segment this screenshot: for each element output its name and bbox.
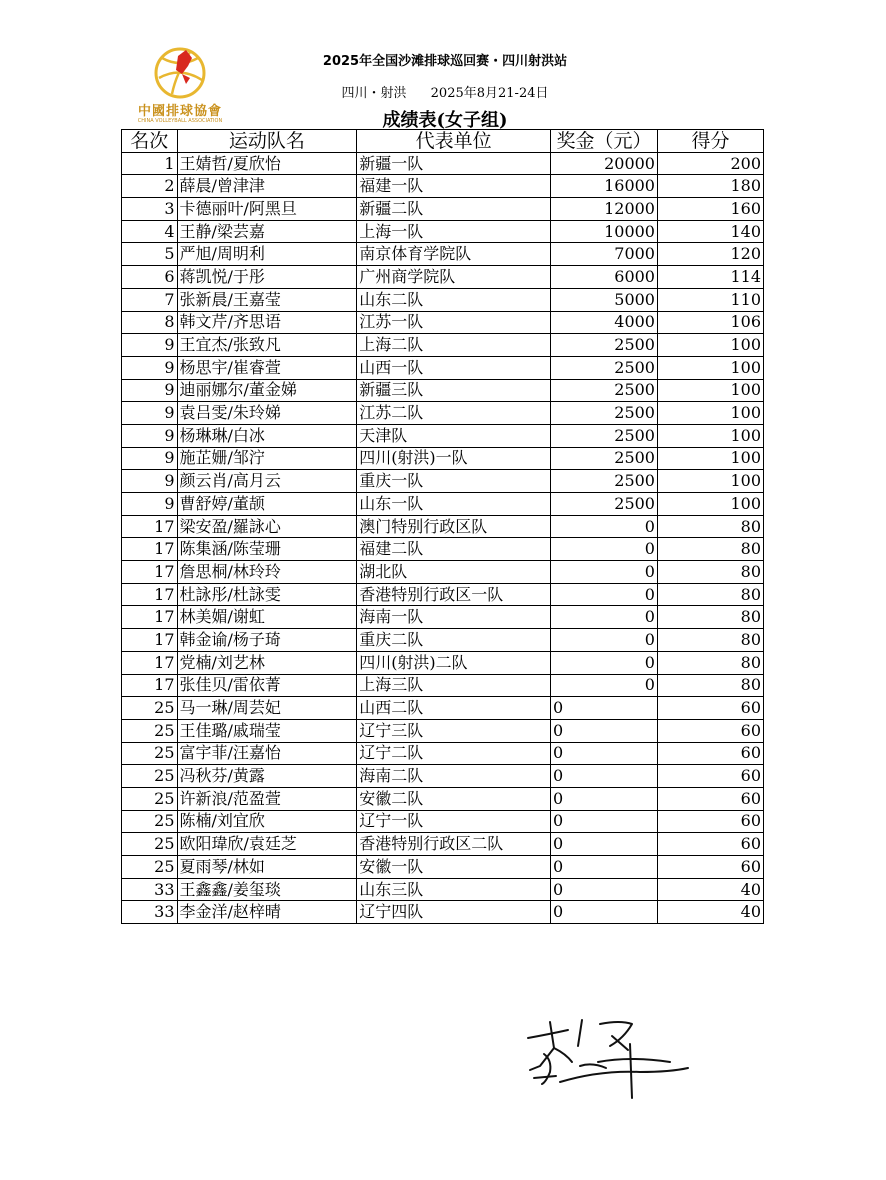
cell-team: 严旭/周明利: [177, 243, 357, 266]
cell-score: 110: [657, 288, 763, 311]
cell-team: 马一琳/周芸妃: [177, 697, 357, 720]
table-row: [122, 493, 764, 516]
cell-team: 卡德丽叶/阿黑旦: [177, 198, 357, 221]
cell-prize: 0: [550, 606, 657, 629]
cell-unit: 辽宁一队: [357, 810, 551, 833]
column-header-prize: 奖金（元）: [550, 130, 657, 153]
cell-score: 80: [657, 606, 763, 629]
cell-team: 杨琳琳/白冰: [177, 424, 357, 447]
cell-unit: 江苏一队: [357, 311, 551, 334]
cell-score: 80: [657, 515, 763, 538]
cell-team: 富宇菲/汪嘉怡: [177, 742, 357, 765]
cell-score: 140: [657, 220, 763, 243]
cell-unit: 山东三队: [357, 878, 551, 901]
cell-prize: 0: [550, 538, 657, 561]
cell-prize: 16000: [550, 175, 657, 198]
table-row: [122, 856, 764, 879]
cell-team: 薛晨/曾津津: [177, 175, 357, 198]
cell-team: 林美媚/谢虹: [177, 606, 357, 629]
cell-score: 80: [657, 651, 763, 674]
cell-rank: 33: [122, 878, 178, 901]
cell-team: 夏雨琴/林如: [177, 856, 357, 879]
cell-rank: 17: [122, 651, 178, 674]
cell-rank: 1: [122, 152, 178, 175]
cell-rank: 25: [122, 856, 178, 879]
cell-prize: 5000: [550, 288, 657, 311]
cell-team: 王鑫鑫/姜玺琰: [177, 878, 357, 901]
table-row: [122, 787, 764, 810]
cell-prize: 0: [550, 765, 657, 788]
cell-team: 施芷姗/邹泞: [177, 447, 357, 470]
cell-rank: 25: [122, 810, 178, 833]
cell-team: 张新晨/王嘉莹: [177, 288, 357, 311]
cell-prize: 0: [550, 719, 657, 742]
cell-prize: 0: [550, 787, 657, 810]
cell-score: 60: [657, 810, 763, 833]
table-row: [122, 402, 764, 425]
cell-unit: 天津队: [357, 424, 551, 447]
cell-team: 王宜杰/张致凡: [177, 334, 357, 357]
table-row: [122, 583, 764, 606]
cell-prize: 0: [550, 810, 657, 833]
cell-team: 梁安盈/羅詠心: [177, 515, 357, 538]
table-row: [122, 379, 764, 402]
cell-prize: 0: [550, 856, 657, 879]
table-row: [122, 311, 764, 334]
cell-score: 80: [657, 538, 763, 561]
cell-score: 60: [657, 765, 763, 788]
table-row: [122, 356, 764, 379]
cell-prize: 0: [550, 561, 657, 584]
table-header-row: [122, 130, 764, 153]
cell-rank: 17: [122, 515, 178, 538]
cell-score: 60: [657, 787, 763, 810]
results-table-body: [122, 152, 764, 923]
cell-team: 冯秋芬/黄露: [177, 765, 357, 788]
cell-unit: 香港特别行政区一队: [357, 583, 551, 606]
cell-score: 100: [657, 424, 763, 447]
cell-score: 60: [657, 719, 763, 742]
cell-rank: 25: [122, 787, 178, 810]
cell-team: 韩金谕/杨子琦: [177, 629, 357, 652]
table-row: [122, 878, 764, 901]
cell-score: 60: [657, 833, 763, 856]
cell-team: 曹舒婷/董颉: [177, 493, 357, 516]
cell-team: 党楠/刘艺林: [177, 651, 357, 674]
cell-score: 100: [657, 334, 763, 357]
table-row: [122, 697, 764, 720]
cell-prize: 0: [550, 833, 657, 856]
column-header-team: 运动队名: [177, 130, 357, 153]
cell-score: 114: [657, 266, 763, 289]
cell-unit: 辽宁四队: [357, 901, 551, 924]
cell-score: 100: [657, 356, 763, 379]
cell-prize: 2500: [550, 447, 657, 470]
cell-prize: 2500: [550, 334, 657, 357]
table-row: [122, 470, 764, 493]
cell-rank: 9: [122, 447, 178, 470]
cell-unit: 辽宁二队: [357, 742, 551, 765]
cell-unit: 上海一队: [357, 220, 551, 243]
cell-unit: 重庆二队: [357, 629, 551, 652]
cell-team: 韩文芹/齐思语: [177, 311, 357, 334]
cell-rank: 25: [122, 765, 178, 788]
cell-unit: 福建一队: [357, 175, 551, 198]
table-row: [122, 742, 764, 765]
cell-prize: 0: [550, 901, 657, 924]
table-row: [122, 447, 764, 470]
cell-unit: 广州商学院队: [357, 266, 551, 289]
cell-rank: 17: [122, 629, 178, 652]
cell-rank: 9: [122, 402, 178, 425]
cell-prize: 4000: [550, 311, 657, 334]
table-row: [122, 424, 764, 447]
cell-score: 60: [657, 742, 763, 765]
table-row: [122, 538, 764, 561]
cell-rank: 3: [122, 198, 178, 221]
cell-score: 100: [657, 379, 763, 402]
cell-prize: 20000: [550, 152, 657, 175]
cell-unit: 新疆二队: [357, 198, 551, 221]
cell-rank: 9: [122, 379, 178, 402]
cell-team: 袁吕雯/朱玲娣: [177, 402, 357, 425]
cell-unit: 海南一队: [357, 606, 551, 629]
cell-score: 160: [657, 198, 763, 221]
table-row: [122, 674, 764, 697]
cell-prize: 2500: [550, 356, 657, 379]
cell-unit: 安徽二队: [357, 787, 551, 810]
cell-rank: 6: [122, 266, 178, 289]
cell-score: 100: [657, 447, 763, 470]
cell-prize: 6000: [550, 266, 657, 289]
cell-unit: 南京体育学院队: [357, 243, 551, 266]
cell-team: 詹思桐/林玲玲: [177, 561, 357, 584]
cell-score: 60: [657, 697, 763, 720]
cell-team: 王静/梁芸嘉: [177, 220, 357, 243]
cell-rank: 9: [122, 470, 178, 493]
cell-score: 80: [657, 674, 763, 697]
signature: [520, 1010, 700, 1110]
table-row: [122, 719, 764, 742]
cell-score: 200: [657, 152, 763, 175]
cell-rank: 25: [122, 742, 178, 765]
table-row: [122, 765, 764, 788]
cell-rank: 7: [122, 288, 178, 311]
cell-prize: 0: [550, 651, 657, 674]
cell-unit: 澳门特别行政区队: [357, 515, 551, 538]
cell-team: 陈楠/刘宜欣: [177, 810, 357, 833]
cell-rank: 2: [122, 175, 178, 198]
table-row: [122, 561, 764, 584]
cell-unit: 新疆三队: [357, 379, 551, 402]
column-header-unit: 代表单位: [357, 130, 551, 153]
cell-unit: 上海二队: [357, 334, 551, 357]
cell-unit: 上海三队: [357, 674, 551, 697]
cell-prize: 0: [550, 515, 657, 538]
cell-team: 王婧哲/夏欣怡: [177, 152, 357, 175]
cell-score: 106: [657, 311, 763, 334]
cell-team: 张佳贝/雷依菁: [177, 674, 357, 697]
cell-unit: 辽宁三队: [357, 719, 551, 742]
cell-team: 王佳璐/戚瑞莹: [177, 719, 357, 742]
table-row: [122, 198, 764, 221]
results-table: [121, 129, 764, 924]
cell-rank: 25: [122, 719, 178, 742]
cell-unit: 四川(射洪)二队: [357, 651, 551, 674]
table-row: [122, 175, 764, 198]
table-row: [122, 651, 764, 674]
table-row: [122, 810, 764, 833]
cell-team: 陈集涵/陈莹珊: [177, 538, 357, 561]
cell-prize: 12000: [550, 198, 657, 221]
cell-prize: 7000: [550, 243, 657, 266]
cell-unit: 新疆一队: [357, 152, 551, 175]
cell-team: 颜云肖/高月云: [177, 470, 357, 493]
cell-unit: 山东一队: [357, 493, 551, 516]
cell-prize: 0: [550, 742, 657, 765]
table-row: [122, 243, 764, 266]
table-row: [122, 629, 764, 652]
table-row: [122, 288, 764, 311]
table-row: [122, 833, 764, 856]
column-header-rank: 名次: [122, 130, 178, 153]
cell-score: 80: [657, 629, 763, 652]
volleyball-logo-icon: [132, 44, 228, 100]
cell-rank: 25: [122, 697, 178, 720]
cell-rank: 8: [122, 311, 178, 334]
table-row: [122, 515, 764, 538]
logo-subtext: CHINA VOLLEYBALL ASSOCIATION: [137, 118, 223, 124]
cell-team: 欧阳瑋欣/袁廷芝: [177, 833, 357, 856]
cell-score: 100: [657, 470, 763, 493]
cell-prize: 2500: [550, 470, 657, 493]
cell-prize: 2500: [550, 379, 657, 402]
cell-prize: 2500: [550, 424, 657, 447]
cell-score: 80: [657, 583, 763, 606]
cell-unit: 福建二队: [357, 538, 551, 561]
logo-text: 中國排球協會: [137, 104, 222, 119]
cell-team: 许新浪/范盈萱: [177, 787, 357, 810]
cell-score: 40: [657, 878, 763, 901]
cell-unit: 江苏二队: [357, 402, 551, 425]
cell-rank: 17: [122, 674, 178, 697]
page-title: 2025年全国沙滩排球巡回赛・四川射洪站: [322, 54, 568, 69]
cell-unit: 海南二队: [357, 765, 551, 788]
cell-team: 李金洋/赵梓晴: [177, 901, 357, 924]
cell-unit: 重庆一队: [357, 470, 551, 493]
table-row: [122, 220, 764, 243]
cell-rank: 33: [122, 901, 178, 924]
event-location: 四川・射洪: [341, 86, 407, 101]
cell-unit: 山西二队: [357, 697, 551, 720]
cell-team: 杨思宇/崔睿萱: [177, 356, 357, 379]
handwritten-signature-icon: [520, 1010, 700, 1110]
cell-prize: 0: [550, 878, 657, 901]
cell-rank: 25: [122, 833, 178, 856]
table-row: [122, 266, 764, 289]
cell-unit: 湖北队: [357, 561, 551, 584]
cell-score: 180: [657, 175, 763, 198]
cell-rank: 4: [122, 220, 178, 243]
cell-prize: 2500: [550, 493, 657, 516]
event-subtitle: [240, 82, 650, 101]
table-row: [122, 606, 764, 629]
cell-prize: 0: [550, 697, 657, 720]
cell-score: 40: [657, 901, 763, 924]
cell-prize: 0: [550, 674, 657, 697]
cell-unit: 山东二队: [357, 288, 551, 311]
cva-logo: [132, 44, 228, 130]
cell-rank: 9: [122, 493, 178, 516]
cell-score: 100: [657, 493, 763, 516]
cell-prize: 10000: [550, 220, 657, 243]
cell-team: 迪丽娜尔/董金娣: [177, 379, 357, 402]
cell-score: 60: [657, 856, 763, 879]
cell-unit: 山西一队: [357, 356, 551, 379]
event-dates: 2025年8月21-24日: [430, 86, 549, 101]
cell-team: 杜詠彤/杜詠雯: [177, 583, 357, 606]
table-row: [122, 152, 764, 175]
cell-prize: 2500: [550, 402, 657, 425]
cell-team: 蒋凯悦/于彤: [177, 266, 357, 289]
cell-rank: 9: [122, 356, 178, 379]
column-header-score: 得分: [657, 130, 763, 153]
sheet-title: 成绩表(女子组): [382, 110, 508, 131]
cell-rank: 17: [122, 606, 178, 629]
table-row: [122, 901, 764, 924]
cell-prize: 0: [550, 583, 657, 606]
cell-rank: 17: [122, 538, 178, 561]
cell-score: 100: [657, 402, 763, 425]
cell-rank: 9: [122, 334, 178, 357]
cell-unit: 四川(射洪)一队: [357, 447, 551, 470]
cell-rank: 9: [122, 424, 178, 447]
cell-unit: 安徽一队: [357, 856, 551, 879]
table-row: [122, 334, 764, 357]
cell-rank: 5: [122, 243, 178, 266]
cell-score: 80: [657, 561, 763, 584]
cell-rank: 17: [122, 561, 178, 584]
cell-rank: 17: [122, 583, 178, 606]
cell-unit: 香港特别行政区二队: [357, 833, 551, 856]
cell-prize: 0: [550, 629, 657, 652]
cell-score: 120: [657, 243, 763, 266]
